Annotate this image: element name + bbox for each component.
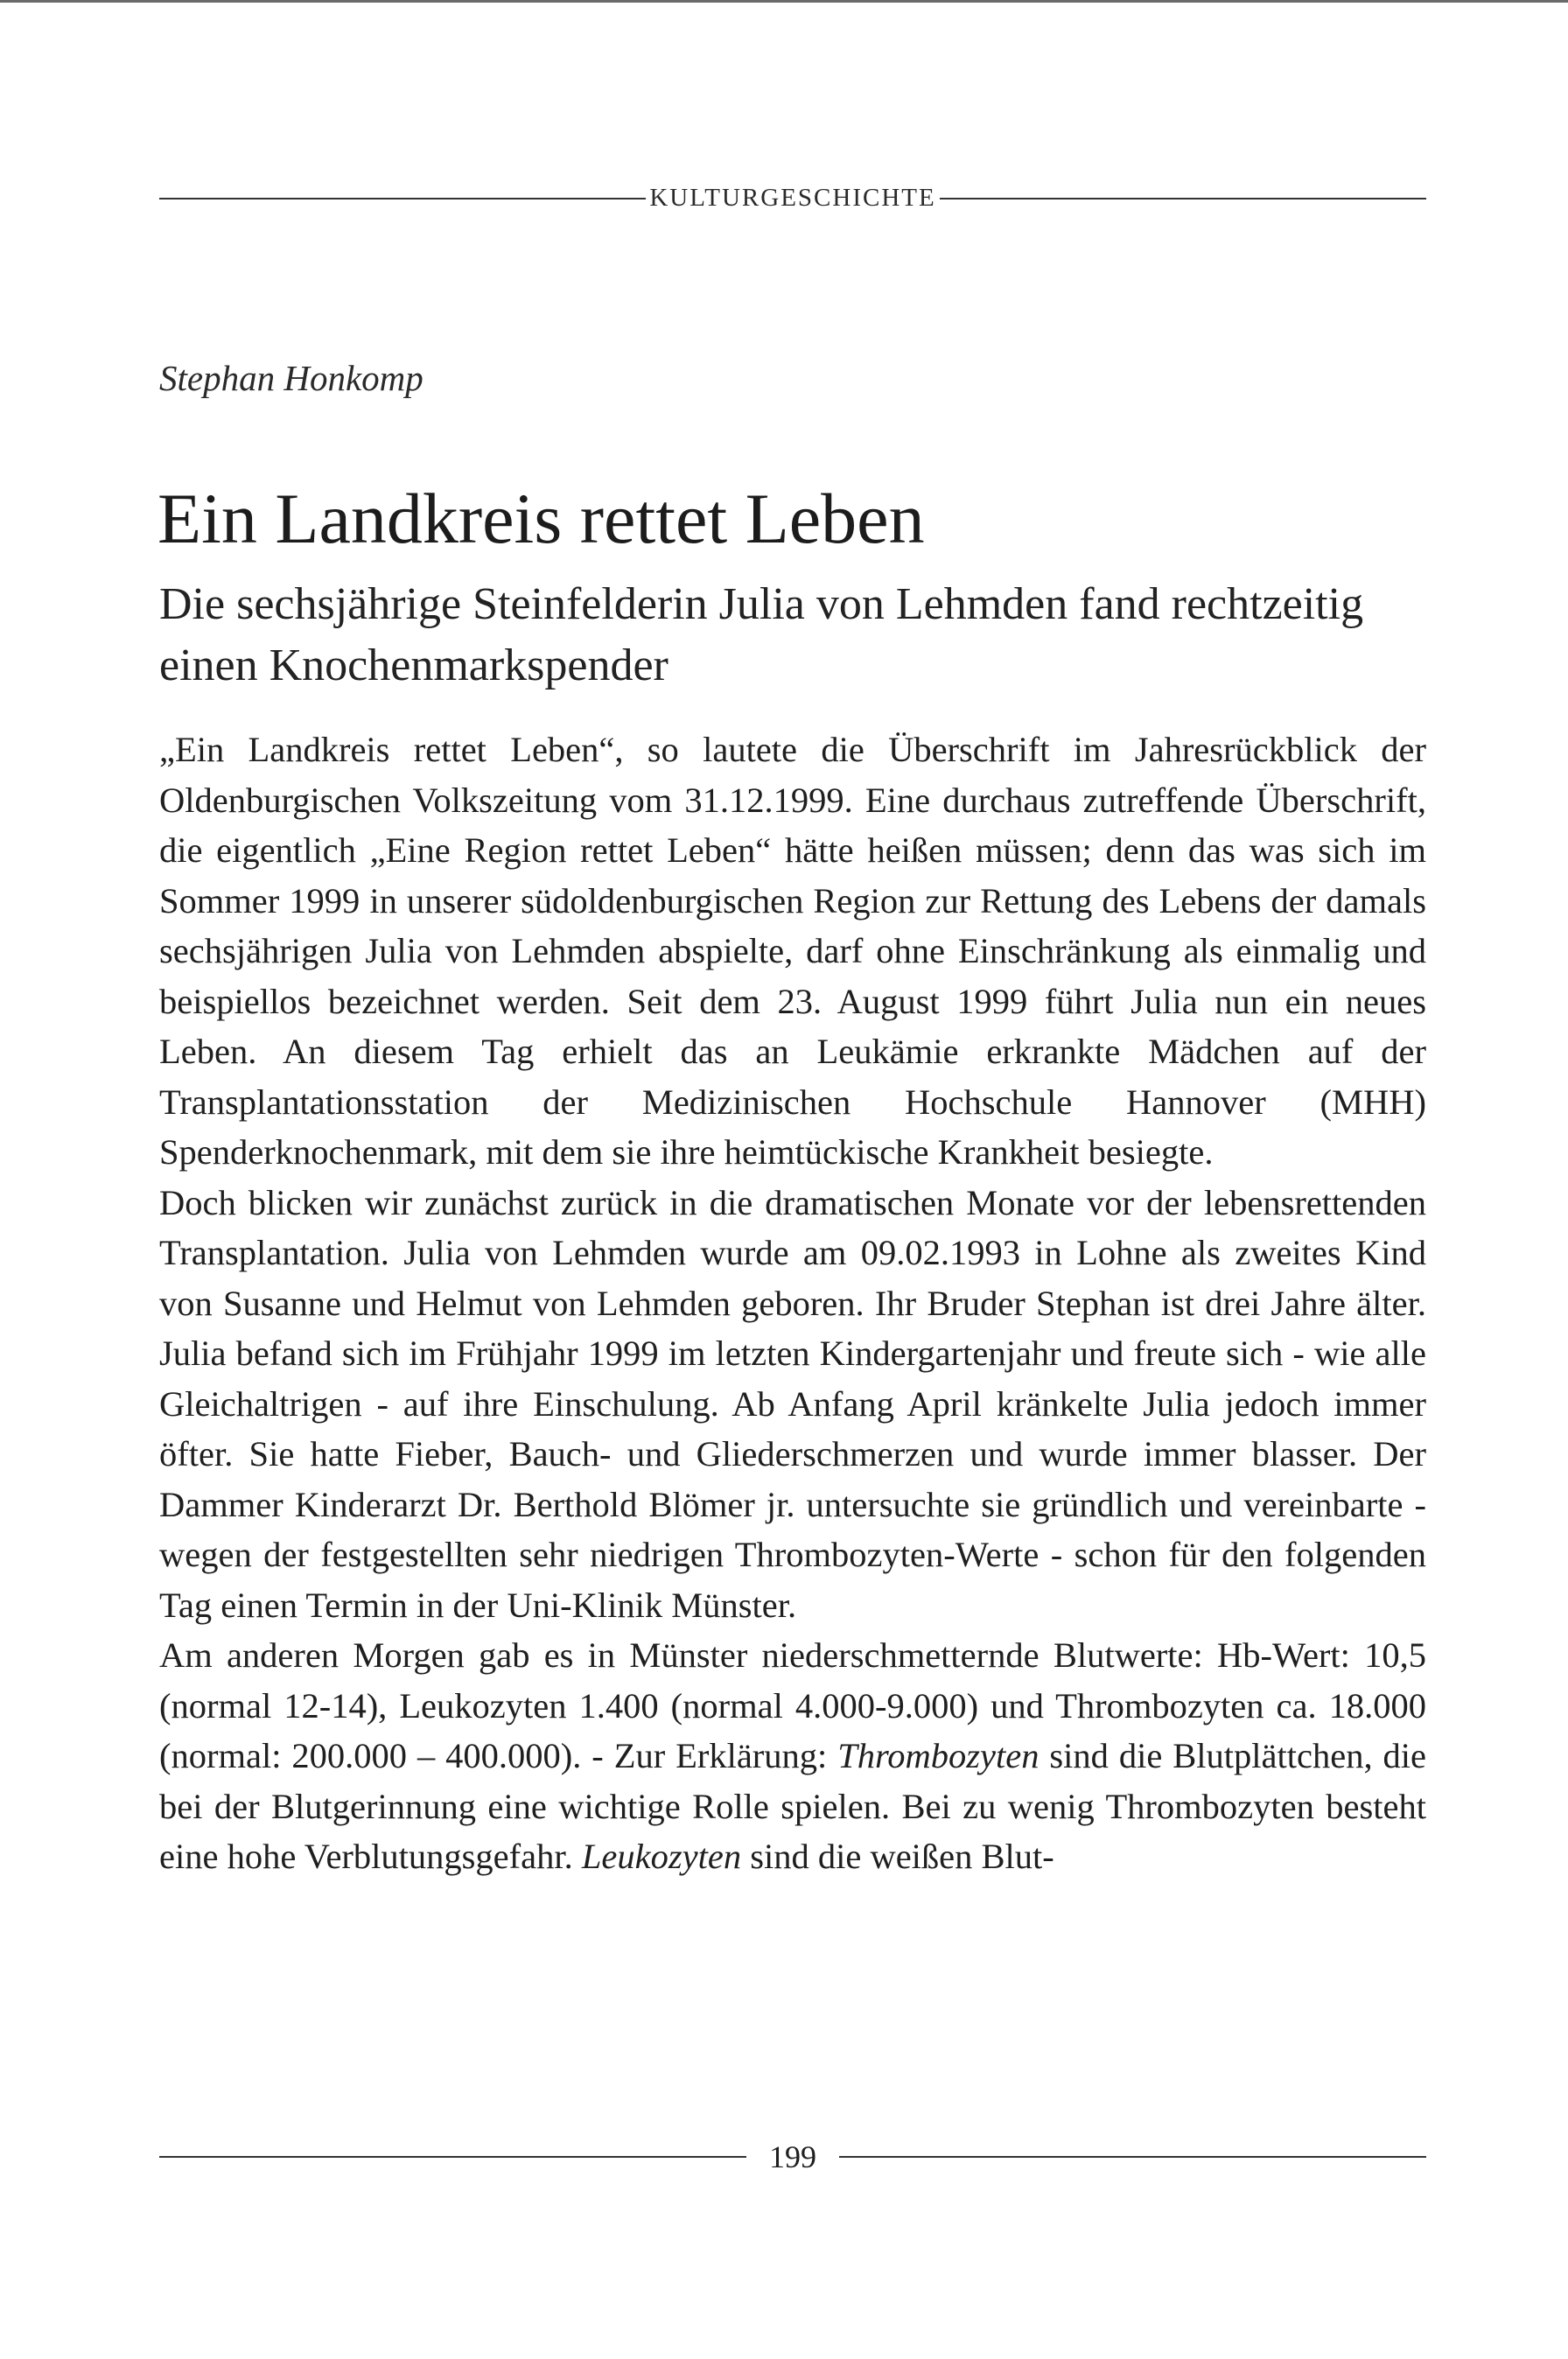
paragraph-1-text: „Ein Landkreis rettet Leben“, so lautete die Überschrift im Jahresrückblick der Oldenburgischen Volkszeitung vom 31.12.1999. Eine durchaus zutreffende Überschrift, die eigentlich „Eine Region rettet Leben“ hätte heißen müssen; denn das was sich im Sommer 1999 in unserer südoldenburgischen Region zur Rettung des Lebens der damals sechsjährigen Julia von Lehmden abspielte, darf ohne Einschränkung als einmalig und beispiellos bezeichnet werden. Seit dem 23. August 1999 führt Julia nun ein neues Leben. An diesem Tag erhielt das an Leukämie erkrankte Mädchen auf der Transplantationsstation der Medizinischen Hochschule Hannover (MHH) Spenderknochenmark, mit dem sie ihre heimtückische Krankheit besiegte. bbox=[159, 730, 1426, 1172]
running-head bbox=[159, 184, 1426, 213]
paragraph-3-text-a: Am anderen Morgen gab es in Münster niederschmetternde Blutwerte: Hb-Wert: 10,5 (normal 12-14), Leukozyten 1.400 (normal 4.000-9.000) und Thrombozyten ca. 18.000 (normal: 200.000 – 400.000). - Zur Erklärung: bbox=[159, 1635, 1426, 1775]
running-head-rule-right bbox=[940, 198, 1426, 200]
footer-rule-right bbox=[839, 2156, 1426, 2158]
paragraph-3-text-c: sind die weißen Blut- bbox=[741, 1837, 1054, 1876]
term-thrombozyten: Thrombozyten bbox=[837, 1736, 1040, 1775]
term-leukozyten: Leukozyten bbox=[581, 1837, 742, 1876]
article-subtitle: Die sechsjährige Steinfelderin Julia von Lehmden fand rechtzeitig einen Knochenmarkspender bbox=[159, 579, 1364, 690]
scan-edge-line bbox=[0, 0, 1568, 3]
paragraph-3-text-b: sind die Blutplättchen, die bei der Blutgerinnung eine wichtige Rolle spielen. Bei zu wenig Thrombozyten besteht eine hohe Verblutungsgefahr. bbox=[159, 1736, 1426, 1876]
article-body bbox=[159, 724, 1426, 1882]
running-head-rule-left bbox=[159, 198, 646, 200]
body-paragraph-3 bbox=[159, 1630, 1426, 1882]
page-footer bbox=[159, 2138, 1426, 2175]
body-paragraph-1 bbox=[159, 724, 1426, 1178]
article-title: Ein Landkreis rettet Leben bbox=[158, 479, 925, 558]
page-number: 199 bbox=[769, 2139, 816, 2174]
section-label: KULTURGESCHICHTE bbox=[649, 184, 936, 212]
body-paragraph-2 bbox=[159, 1178, 1426, 1631]
article-author: Stephan Honkomp bbox=[159, 358, 424, 398]
footer-rule-left bbox=[159, 2156, 746, 2158]
paragraph-2-text: Doch blicken wir zunächst zurück in die dramatischen Monate vor der lebensrettenden Transplantation. Julia von Lehmden wurde am 09.02.1993 in Lohne als zweites Kind von Susanne und Helmut von Lehmden geboren. Ihr Bruder Stephan ist drei Jahre älter. Julia befand sich im Frühjahr 1999 im letzten Kindergartenjahr und freute sich - wie alle Gleichaltrigen - auf ihre Einschulung. Ab Anfang April kränkelte Julia jedoch immer öfter. Sie hatte Fieber, Bauch- und Gliederschmerzen und wurde immer blasser. Der Dammer Kinderarzt Dr. Berthold Blömer jr. untersuchte sie gründlich und vereinbarte - wegen der festgestellten sehr niedrigen Thrombozyten-Werte - schon für den folgenden Tag einen Termin in der Uni-Klinik Münster. bbox=[159, 1182, 1426, 1625]
